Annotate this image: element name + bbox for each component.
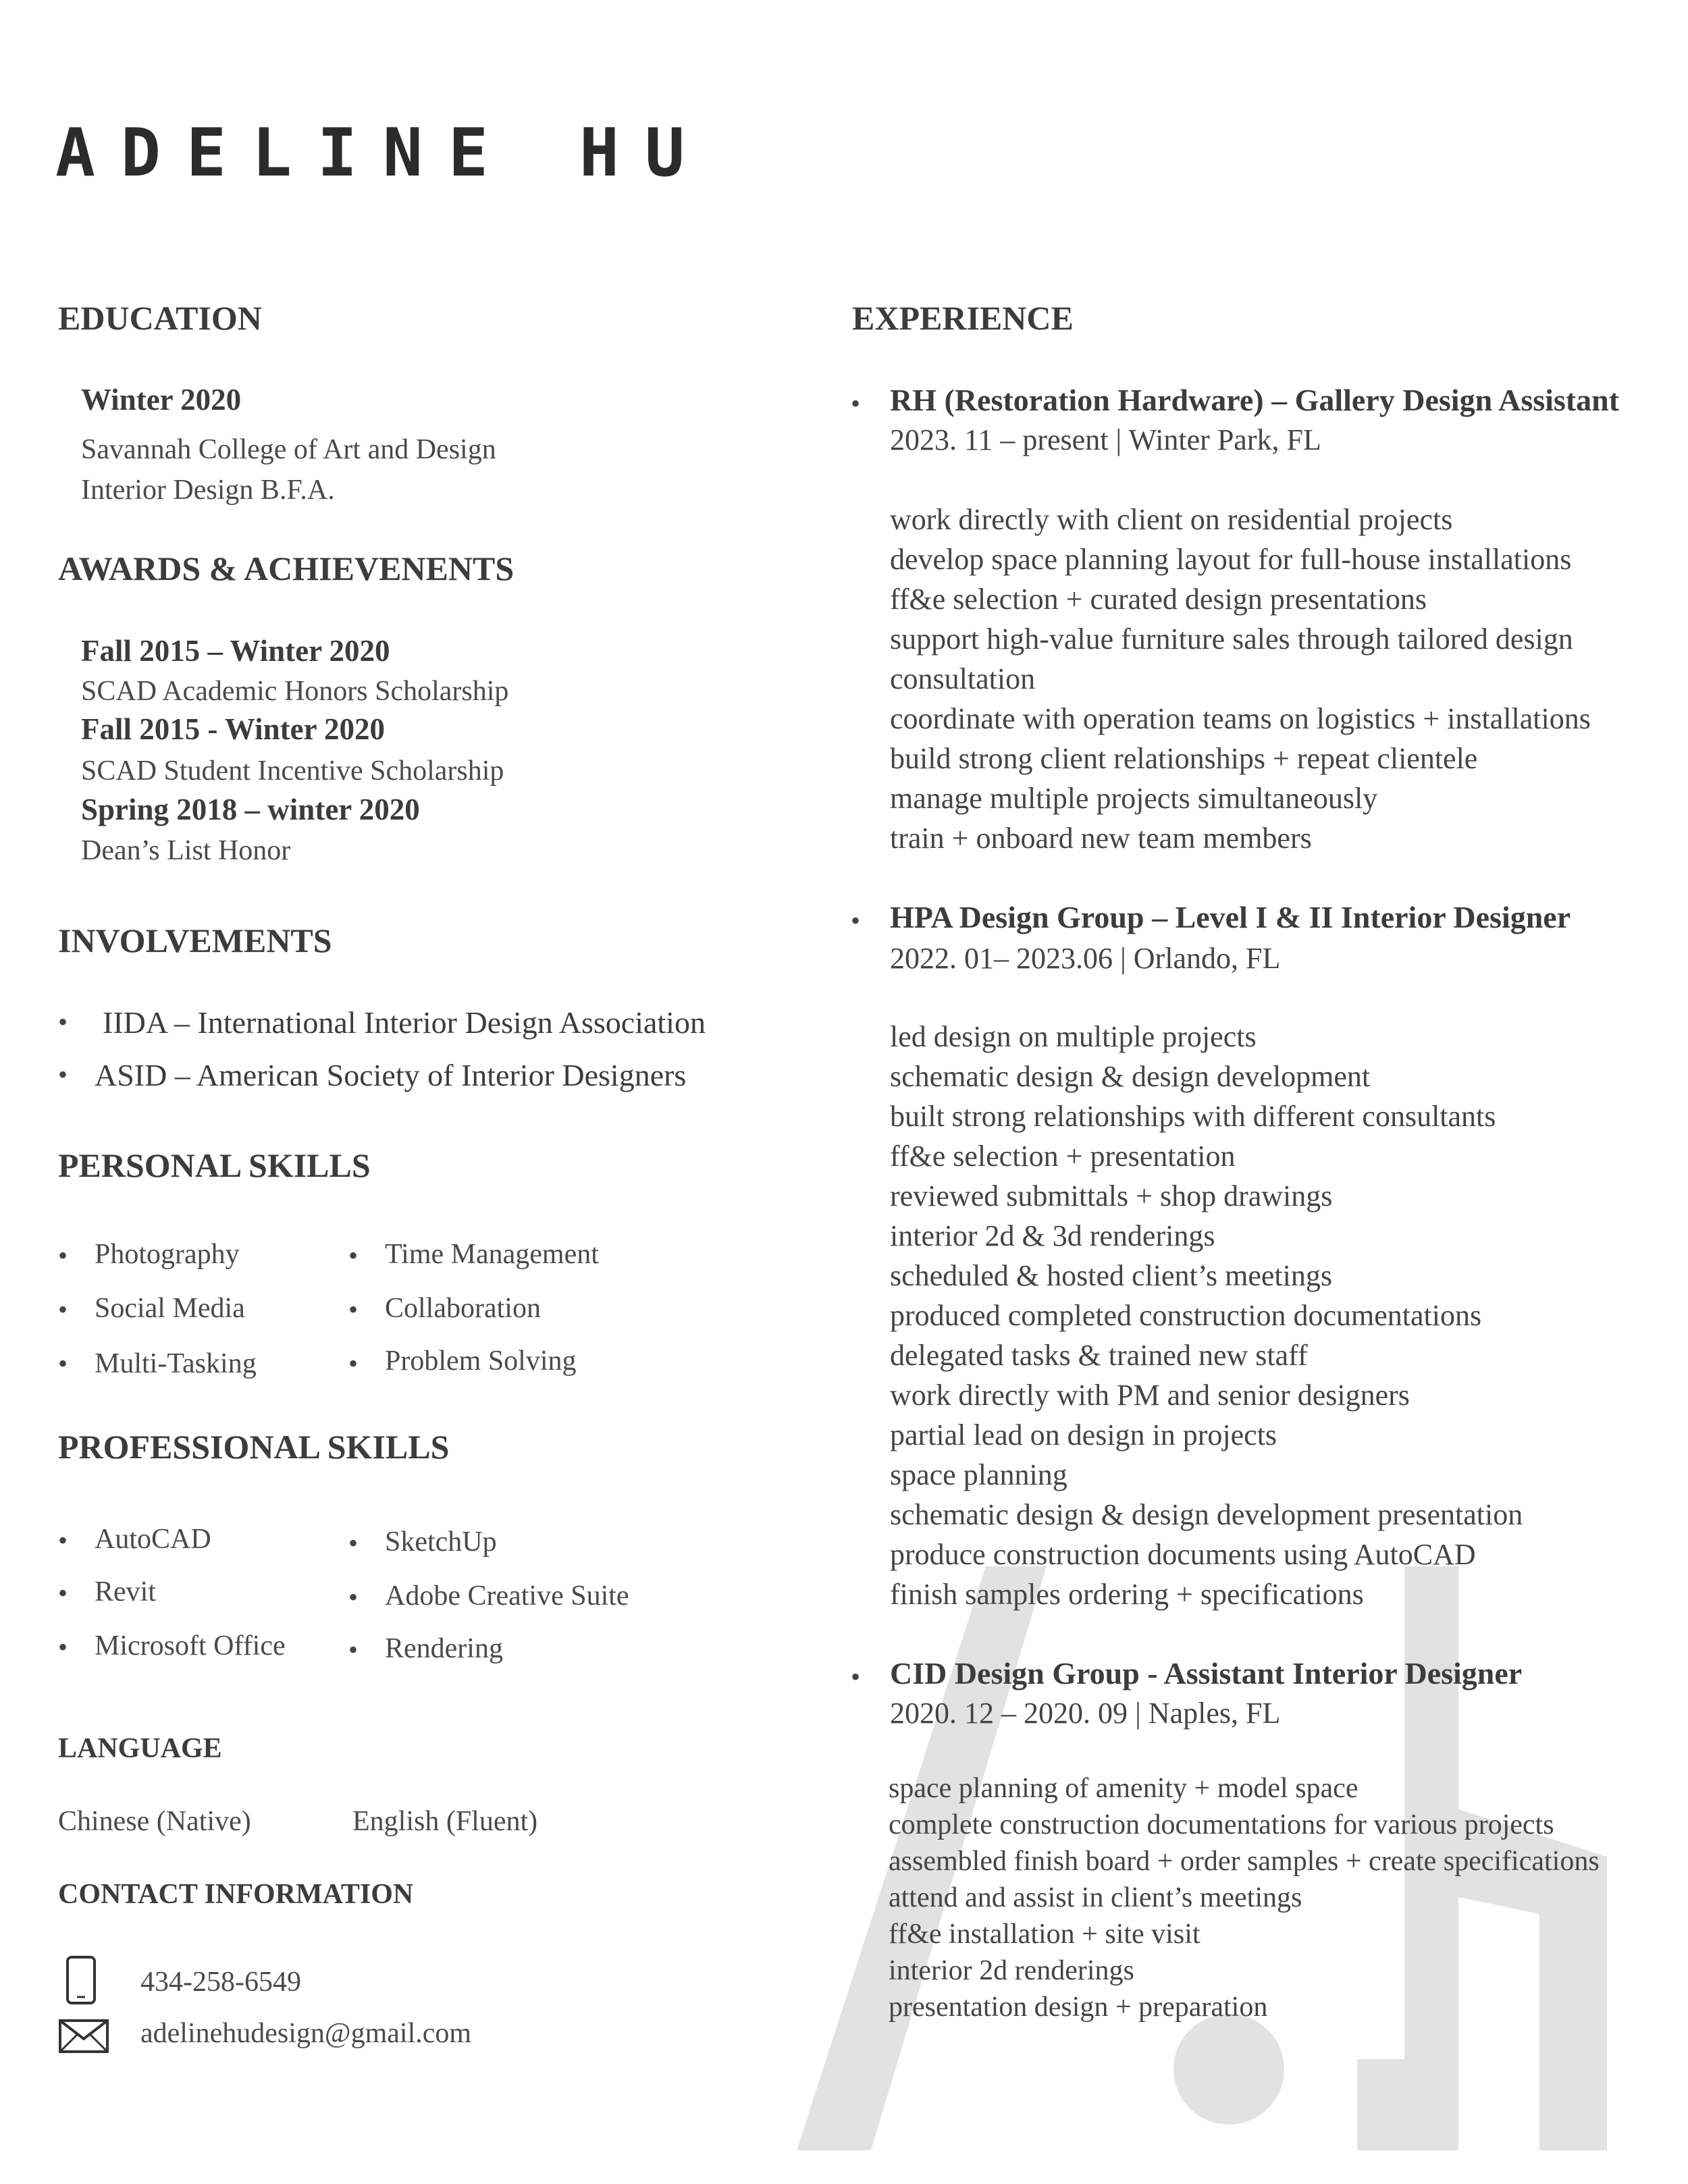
involvements-heading: INVOLVEMENTS: [58, 922, 332, 959]
professional-skills-heading: PROFESSIONAL SKILLS: [58, 1428, 450, 1466]
contact-heading: CONTACT INFORMATION: [58, 1879, 414, 1910]
skill-item: Problem Solving: [385, 1346, 577, 1377]
duty-item: led design on multiple projects: [890, 1020, 1257, 1053]
duty-item: space planning of amenity + model space: [889, 1773, 1359, 1804]
duty-item: ff&e selection + curated design presentations: [890, 583, 1427, 616]
skill-item: Revit: [95, 1576, 156, 1607]
duty-item: presentation design + preparation: [889, 1992, 1268, 2023]
bullet-icon: •: [851, 388, 861, 419]
duty-item: interior 2d renderings: [889, 1955, 1134, 1986]
duty-item: build strong client relationships + repeat clientele: [890, 742, 1478, 775]
duty-item: schematic design & design development: [890, 1060, 1371, 1093]
education-degree: Interior Design B.F.A.: [81, 475, 335, 506]
bullet-icon: •: [58, 1348, 68, 1379]
duty-item: attend and assist in client’s meetings: [889, 1882, 1302, 1913]
skill-item: AutoCAD: [95, 1524, 211, 1555]
job-duties: [890, 500, 1591, 858]
duty-item: consultation: [890, 662, 1036, 695]
skill-item: Photography: [95, 1239, 240, 1270]
involvement-item: ASID – American Society of Interior Designers: [95, 1058, 687, 1092]
phone-icon: [65, 1955, 97, 2005]
award-name: SCAD Academic Honors Scholarship: [81, 676, 509, 707]
skill-item: Collaboration: [385, 1293, 541, 1324]
duty-item: work directly with PM and senior designers: [890, 1379, 1410, 1412]
job-duties: [890, 1017, 1523, 1614]
skill-item: Microsoft Office: [95, 1630, 286, 1661]
job-meta: 2023. 11 – present | Winter Park, FL: [890, 423, 1321, 456]
duty-item: work directly with client on residential projects: [890, 503, 1453, 536]
duty-item: produce construction documents using AutoCAD: [890, 1538, 1476, 1571]
bullet-icon: •: [851, 905, 861, 936]
job-meta: 2020. 12 – 2020. 09 | Naples, FL: [890, 1697, 1281, 1730]
award-date: Spring 2018 – winter 2020: [81, 793, 420, 826]
experience-heading: EXPERIENCE: [852, 299, 1074, 337]
award-name: Dean’s List Honor: [81, 835, 291, 866]
mail-icon: [58, 2019, 109, 2054]
job-meta: 2022. 01– 2023.06 | Orlando, FL: [890, 942, 1281, 975]
personal-skills-heading: PERSONAL SKILLS: [58, 1146, 371, 1184]
education-school: Savannah College of Art and Design: [81, 434, 496, 465]
bullet-icon: •: [58, 1240, 68, 1271]
duty-item: manage multiple projects simultaneously: [890, 782, 1378, 815]
bullet-icon: •: [348, 1528, 359, 1558]
skill-item: Social Media: [95, 1293, 245, 1324]
job-title: HPA Design Group – Level I & II Interior Designer: [890, 900, 1571, 934]
bullet-icon: •: [58, 1632, 68, 1662]
award-date: Fall 2015 - Winter 2020: [81, 712, 385, 746]
duty-item: ff&e installation + site visit: [889, 1919, 1201, 1950]
bullet-icon: •: [348, 1294, 359, 1325]
duty-item: train + onboard new team members: [890, 822, 1312, 855]
duty-item: built strong relationships with different consultants: [890, 1100, 1496, 1133]
skill-item: Adobe Creative Suite: [385, 1580, 629, 1612]
language-heading: LANGUAGE: [58, 1733, 222, 1764]
duty-item: support high-value furniture sales through tailored design: [890, 622, 1573, 656]
duty-item: reviewed submittals + shop drawings: [890, 1179, 1333, 1213]
bullet-icon: •: [348, 1348, 359, 1379]
skill-item: SketchUp: [385, 1526, 497, 1557]
duty-item: partial lead on design in projects: [890, 1418, 1277, 1451]
bullet-icon: •: [58, 1007, 68, 1037]
skill-item: Multi-Tasking: [95, 1348, 257, 1379]
duty-item: assembled finish board + order samples + create specifications: [889, 1846, 1600, 1877]
duty-item: coordinate with operation teams on logistics + installations: [890, 702, 1591, 735]
duty-item: complete construction documentations for various projects: [889, 1809, 1554, 1840]
award-date: Fall 2015 – Winter 2020: [81, 634, 390, 668]
duty-item: interior 2d & 3d renderings: [890, 1219, 1215, 1252]
email-address[interactable]: adelinehudesign@gmail.com: [140, 2018, 472, 2049]
duty-item: finish samples ordering + specifications: [890, 1578, 1364, 1611]
bullet-icon: •: [348, 1582, 359, 1612]
bullet-icon: •: [58, 1525, 68, 1555]
candidate-name: ADELINE HU: [55, 115, 711, 192]
involvement-item: IIDA – International Interior Design Association: [103, 1005, 706, 1040]
duty-item: space planning: [890, 1458, 1067, 1491]
award-name: SCAD Student Incentive Scholarship: [81, 755, 504, 787]
phone-number[interactable]: 434-258-6549: [140, 1967, 301, 1998]
duty-item: delegated tasks & trained new staff: [890, 1339, 1308, 1372]
skill-item: Time Management: [385, 1239, 599, 1270]
duty-item: schematic design & design development presentation: [890, 1498, 1523, 1531]
bullet-icon: •: [851, 1661, 861, 1692]
language-item: English (Fluent): [352, 1806, 538, 1837]
job-title: RH (Restoration Hardware) – Gallery Design Assistant: [890, 383, 1620, 417]
duty-item: ff&e selection + presentation: [890, 1140, 1236, 1173]
awards-heading: AWARDS & ACHIEVENENTS: [58, 550, 515, 587]
duty-item: scheduled & hosted client’s meetings: [890, 1259, 1332, 1292]
bullet-icon: •: [58, 1059, 68, 1090]
job-title: CID Design Group - Assistant Interior Designer: [890, 1656, 1523, 1690]
education-date: Winter 2020: [81, 383, 242, 417]
bullet-icon: •: [58, 1578, 68, 1608]
job-duties: [889, 1770, 1600, 2025]
skill-item: Rendering: [385, 1633, 503, 1664]
language-item: Chinese (Native): [58, 1806, 251, 1837]
bullet-icon: •: [348, 1634, 359, 1665]
duty-item: develop space planning layout for full-house installations: [890, 543, 1572, 576]
bullet-icon: •: [348, 1240, 359, 1271]
education-heading: EDUCATION: [58, 299, 262, 337]
bullet-icon: •: [58, 1294, 68, 1325]
duty-item: produced completed construction documentations: [890, 1299, 1482, 1332]
